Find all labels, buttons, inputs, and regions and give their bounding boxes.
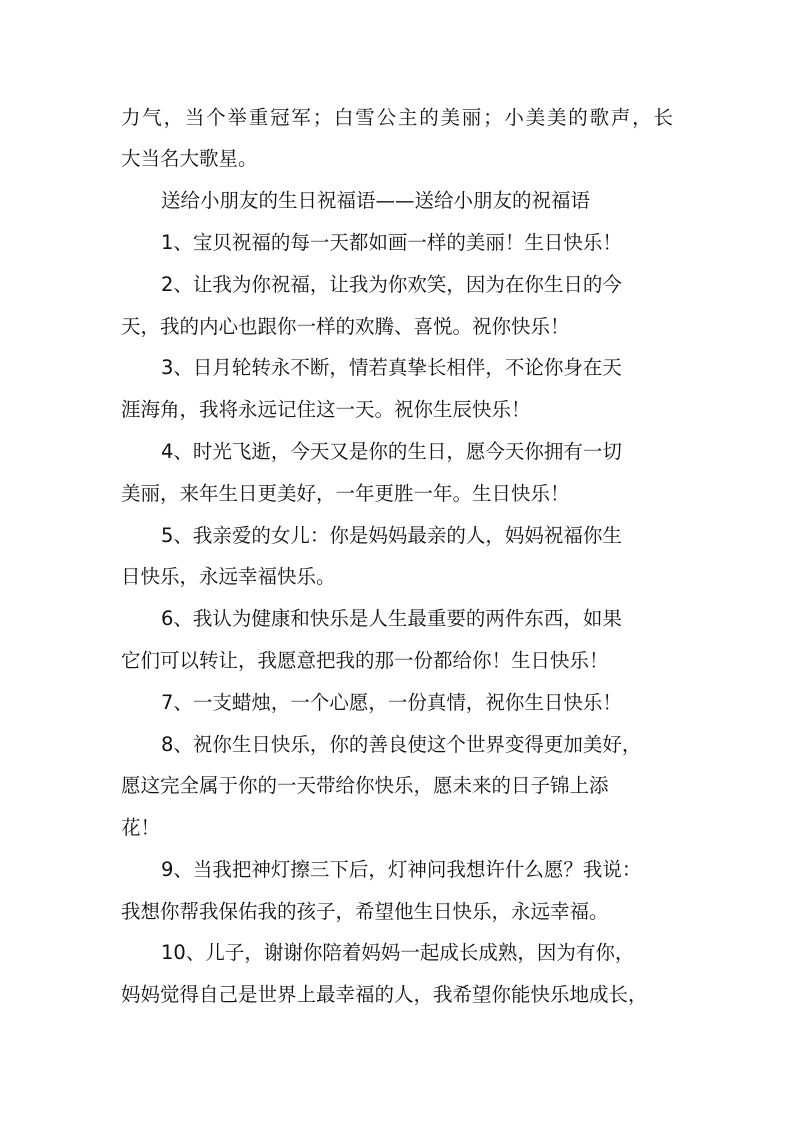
paragraph-line: 天，我的内心也跟你一样的欢腾、喜悦。祝你快乐！: [121, 315, 570, 338]
paragraph-line: 它们可以转让，我愿意把我的那一份都给你！生日快乐！: [121, 649, 609, 672]
paragraph-line: 力气，当个举重冠军；白雪公主的美丽；小美美的歌声，长: [121, 106, 673, 129]
paragraph-line: 我想你帮我保佑我的孩子，希望他生日快乐，永远幸福。: [121, 900, 609, 923]
paragraph-line: 3、日月轮转永不断，情若真挚长相伴，不论你身在天: [161, 356, 622, 379]
paragraph-line: 大当名大歌星。: [121, 147, 258, 170]
paragraph-line: 9、当我把神灯擦三下后，灯神问我想许什么愿？我说：: [161, 858, 642, 881]
section-heading: 送给小朋友的生日祝福语——送给小朋友的祝福语: [161, 189, 591, 212]
paragraph-line: 花！: [121, 816, 161, 839]
paragraph-line: 涯海角，我将永远记住这一天。祝你生辰快乐！: [121, 398, 531, 421]
paragraph-line: 8、祝你生日快乐，你的善良使这个世界变得更加美好，: [161, 733, 642, 756]
paragraph-line: 美丽，来年生日更美好，一年更胜一年。生日快乐！: [121, 482, 570, 505]
paragraph-line: 2、让我为你祝福，让我为你欢笑，因为在你生日的今: [161, 273, 622, 296]
paragraph-line: 4、时光飞逝，今天又是你的生日，愿今天你拥有一切: [161, 440, 622, 463]
paragraph-line: 日快乐，永远幸福快乐。: [121, 565, 336, 588]
paragraph-line: 7、一支蜡烛，一个心愿，一份真情，祝你生日快乐！: [161, 691, 622, 714]
paragraph-line: 妈妈觉得自己是世界上最幸福的人，我希望你能快乐地成长，: [121, 983, 648, 1006]
paragraph-line: 1、宝贝祝福的每一天都如画一样的美丽！生日快乐！: [161, 231, 622, 254]
paragraph-line: 愿这完全属于你的一天带给你快乐，愿未来的日子锦上添: [121, 774, 609, 797]
paragraph-line: 10、儿子，谢谢你陪着妈妈一起成长成熟，因为有你，: [161, 941, 635, 964]
paragraph-line: 6、我认为健康和快乐是人生最重要的两件东西，如果: [161, 607, 622, 630]
paragraph-line: 5、我亲爱的女儿：你是妈妈最亲的人，妈妈祝福你生: [161, 524, 622, 547]
